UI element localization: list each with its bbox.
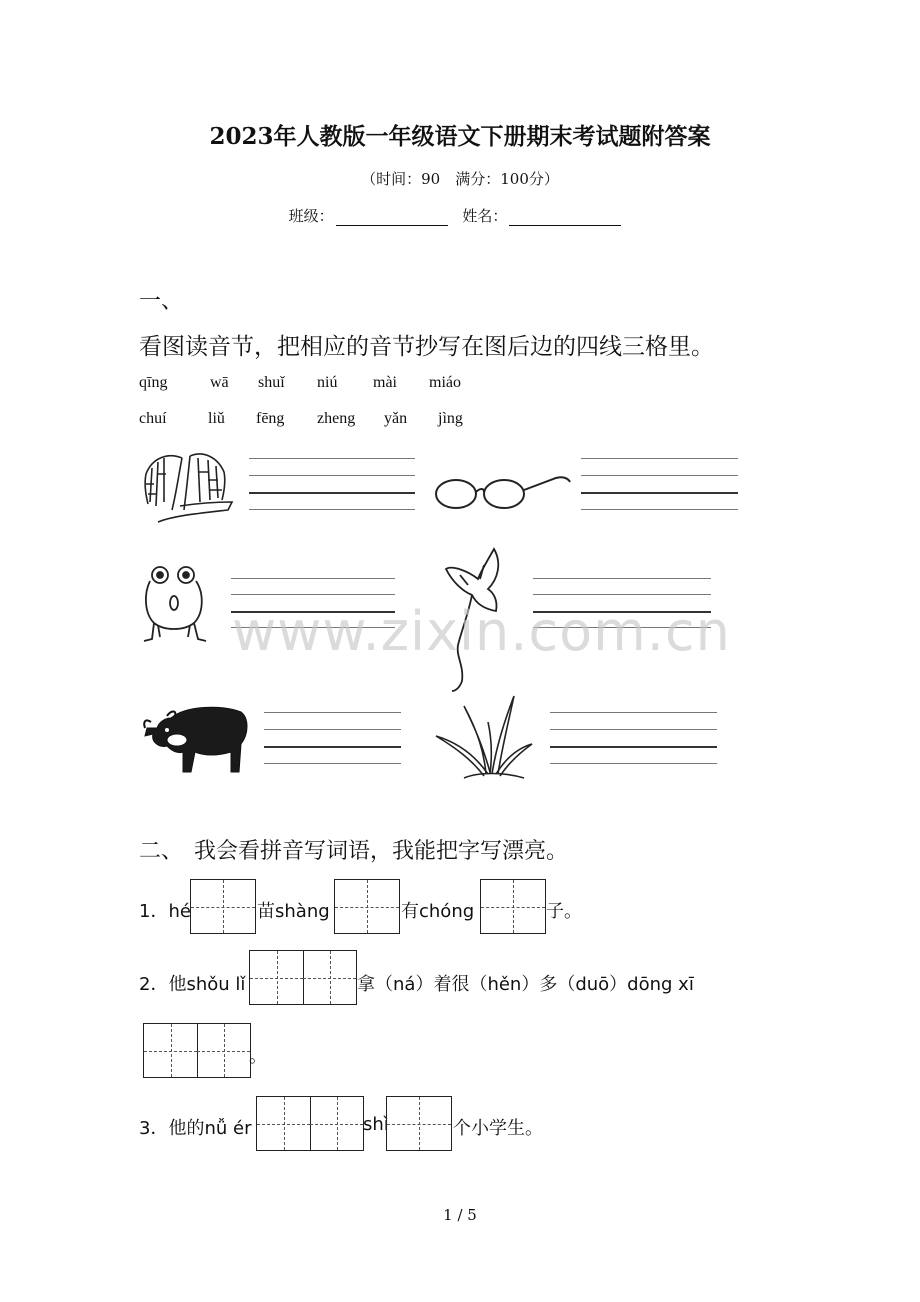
q2-label: 2．他shǒu lǐ: [139, 974, 246, 995]
glasses-picture: [434, 470, 572, 512]
q1-grid-box-3[interactable]: [480, 879, 546, 934]
q1-label: 1．hé: [139, 901, 191, 922]
section-2-heading: 二、 我会看拼音写词语，我能把字写漂亮。: [139, 839, 569, 864]
q2-text-2: 。: [249, 1046, 267, 1067]
q3-text-2: 个小学生。: [453, 1118, 543, 1139]
writing-lines-6[interactable]: [550, 712, 717, 764]
pinyin-niu: niú: [317, 374, 338, 391]
q3-grid-box-1[interactable]: [256, 1096, 364, 1151]
q3-label: 3．他的nǚ ér: [139, 1118, 252, 1139]
writing-lines-5[interactable]: [264, 712, 401, 764]
writing-lines-2[interactable]: [581, 458, 738, 510]
name-label: 姓名：: [462, 207, 508, 225]
pinyin-miao: miáo: [429, 374, 461, 391]
q1-text-2: 有chóng: [401, 901, 475, 922]
pinyin-wa: wā: [210, 374, 229, 391]
pinyin-yan: yǎn: [384, 410, 408, 427]
pinyin-qing: qīng: [139, 374, 168, 391]
willow-tree-picture: [138, 444, 236, 526]
pinyin-chui: chuí: [139, 410, 167, 427]
pinyin-feng: fēng: [256, 410, 285, 427]
q1-text-3: 子。: [546, 901, 582, 922]
pinyin-liu: liǔ: [208, 410, 225, 427]
q1-grid-box-1[interactable]: [190, 879, 256, 934]
pinyin-shui: shuǐ: [258, 374, 285, 391]
q2-grid-box-2[interactable]: [143, 1023, 251, 1078]
q2-text-1: 拿（ná）着很（hěn）多（duō）dōng xī: [357, 974, 694, 995]
pinyin-mai: mài: [373, 374, 397, 391]
exam-time-score: （时间：90 满分：100分）: [361, 170, 559, 188]
q3-text-1: shì: [363, 1114, 389, 1135]
q1-grid-box-2[interactable]: [334, 879, 400, 934]
watermark: www.zixin.com.cn: [232, 600, 731, 663]
section-1-instruction: 看图读音节，把相应的音节抄写在图后边的四线三格里。: [139, 334, 714, 360]
pinyin-zheng: zheng: [317, 410, 356, 427]
page-number: 1 / 5: [443, 1206, 477, 1224]
pinyin-jing: jìng: [438, 410, 463, 427]
q3-grid-box-2[interactable]: [386, 1096, 452, 1151]
buffalo-picture: [141, 700, 251, 776]
section-1-number: 一、: [139, 289, 184, 314]
class-blank[interactable]: [336, 209, 448, 226]
name-blank[interactable]: [509, 209, 621, 226]
wheat-seedling-picture: [434, 692, 534, 784]
writing-lines-1[interactable]: [249, 458, 415, 510]
document-title: 2023年人教版一年级语文下册期末考试题附答案: [209, 123, 711, 150]
q1-text-1: 苗shàng: [257, 901, 330, 922]
q2-grid-box-1[interactable]: [249, 950, 357, 1005]
frog-picture: [140, 563, 210, 647]
class-label: 班级：: [288, 207, 334, 225]
student-info-line: [0, 205, 920, 226]
